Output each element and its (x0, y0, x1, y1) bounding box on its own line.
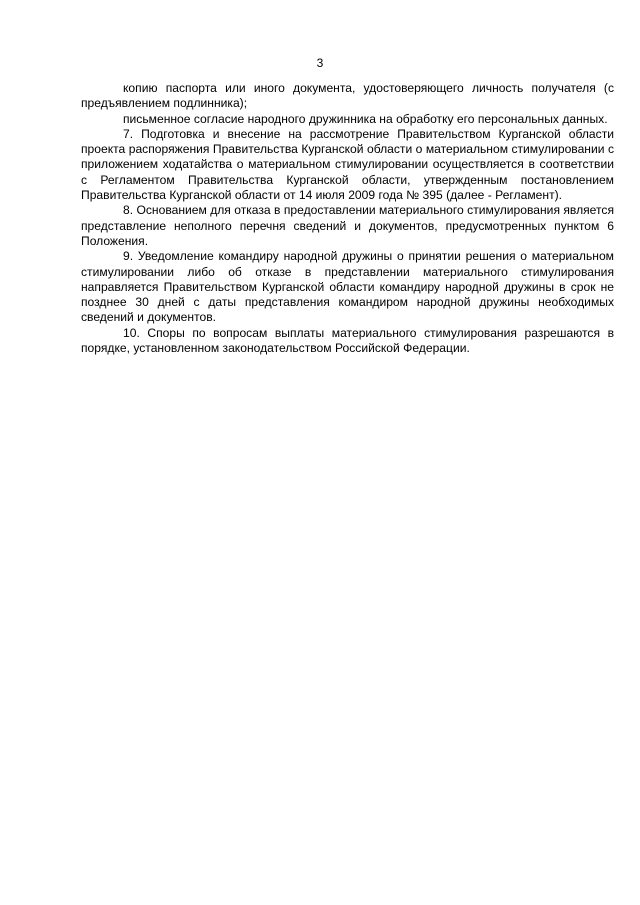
paragraph-item-8: 8. Основанием для отказа в предоставлении материального стимулирования является представление неполного перечня сведений и документов, предусмотренных пунктом 6 Положения. (81, 203, 614, 248)
page-number: 3 (316, 56, 324, 70)
paragraph-item-9: 9. Уведомление командиру народной дружины о принятии решения о материальном стимулировании либо об отказе в представлении материального стимулирования направляется Правительством Курганской области командиру народной дружины в срок не позднее 30 дней с даты представления командиром народной дружины необходимых сведений и документов. (81, 249, 614, 325)
paragraph-item-10: 10. Споры по вопросам выплаты материального стимулирования разрешаются в порядке, установленном законодательством Российской Федерации. (81, 325, 614, 356)
document-body (81, 81, 614, 356)
paragraph-passport-copy: копию паспорта или иного документа, удостоверяющего личность получателя (с предъявлением подлинника); (81, 81, 614, 111)
paragraph-item-7: 7. Подготовка и внесение на рассмотрение Правительством Курганской области проекта распоряжения Правительства Курганской области о материальном стимулировании с приложением ходатайства о материальном стимулировании осуществляется в соответствии с Регламентом Правительства Курганской области, утвержденным постановлением Правительства Курганской области от 14 июля 2009 года № 395 (далее - Регламент). (81, 126, 614, 203)
paragraph-written-consent: письменное согласие народного дружинника на обработку его персональных данных. (123, 111, 608, 126)
